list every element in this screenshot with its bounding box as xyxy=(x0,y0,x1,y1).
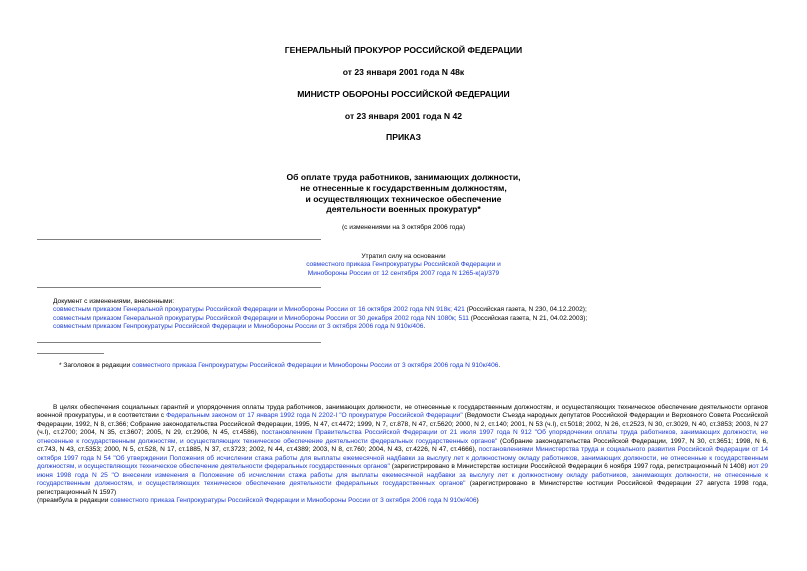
document-type: ПРИКАЗ xyxy=(386,132,421,142)
preamble-text: В целях обеспечения социальных гарантий и упорядочения оплаты труда работников, занимающих должности, не отнесенные к государственным должностям, и осуществляющих техническое обеспечение деятельности органов военной прокуратуры, и в соответствии с xyxy=(37,404,768,420)
invalid-notice-label: Утратил силу на основании xyxy=(361,253,446,260)
invalid-basis-link[interactable]: совместного приказа Генпрокуратуры Российской Федерации и xyxy=(306,261,501,269)
resolution-link[interactable]: постановлением Правительства Российской Федерации от 21 июля 1997 года N 912 "Об упорядочении оплаты труда работников, занимающих должности, не отнесенные к государственным должностям, и осуществляющих техническое обеспечение деятельности федеральных государственных органов" xyxy=(37,429,768,445)
resolution-link[interactable]: постановлениями Министерства труда и социального развития Российской Федерации от 14 октября 1997 года N 54 "Об утверждении Положения об исчислении стажа работы для выплаты ежемесячной надбавки за выслугу лет к должностному окладу работников, занимающих должности, не отнесенные к государственным должностям, и осуществляющих техническое обеспечение деятельности федеральных государственных органов" xyxy=(37,446,768,471)
edition-link[interactable]: совместного приказа Генпрокуратуры Российской Федерации и Минобороны России от 3 октября 2006 года N 910к/406 xyxy=(110,496,477,504)
issuer-1: ГЕНЕРАЛЬНЫЙ ПРОКУРОР РОССИЙСКОЙ ФЕДЕРАЦИИ xyxy=(284,45,523,55)
preamble-text: (Ведомости Съезда народных депутатов Российской Федерации и Верховного Совета Российской Федерации, 1992, N 8, ст.366; Собрание законодательства Российской Федерации, 1995, N 47, ст.4472; 1999, N 7, ст.878, N 47, ст.5620; 2000, N 2, ст.140; 2001, N 53 (ч.I), ст.5018; 2002, N 26, ст.2523, N 30, ст.3029, N 40, ст.3853; 2003, N 27 (ч.I), ст.2700; 2004, N 35, ст.3607; 2005, N 29, ст.2906, N 45, ст.4586), xyxy=(37,412,768,437)
preamble-text: ) xyxy=(476,496,479,504)
revision-note: (с изменениями на 3 октября 2006 года) xyxy=(341,224,466,231)
change-link[interactable]: совместным приказом Генеральной прокуратуры Российской Федерации и Минобороны России от 30 декабря 2002 года NN 1080к; 511 xyxy=(53,314,469,322)
preamble xyxy=(37,404,768,505)
change-link[interactable]: совместным приказом Генпрокуратуры Российской Федерации и Минобороны России от 3 октября 2006 года N 910к/406 xyxy=(53,322,424,330)
document-title xyxy=(0,172,807,215)
change-source: (Российская газета, N 230, 04.12.2002); xyxy=(464,306,587,314)
footnote-text: . xyxy=(498,362,501,369)
issuer-2: МИНИСТР ОБОРОНЫ РОССИЙСКОЙ ФЕДЕРАЦИИ xyxy=(297,89,510,99)
resolution-link[interactable]: от 29 июня 1998 года N 25 "О внесении изменения в Положение об исчислении стажа работы для выплаты ежемесячной надбавки за выслугу лет к должностному окладу работников, занимающих должности, не отнесенные к государственным должностям, и осуществляющих техническое обеспечение деятельности федеральных государственных органов" xyxy=(37,463,768,488)
preamble-text: (преамбула в редакции xyxy=(37,496,111,504)
title-line-1: Об оплате труда работников, занимающих должности, xyxy=(286,172,521,182)
change-item xyxy=(53,306,587,314)
change-link[interactable]: совместным приказом Генеральной прокуратуры Российской Федерации и Минобороны России от 16 октября 2002 года NN 918к; 421 xyxy=(53,306,465,314)
change-item xyxy=(53,315,587,323)
preamble-paragraph xyxy=(37,404,768,497)
title-line-2: не отнесенные к государственным должностям, xyxy=(300,182,507,193)
title-line-4: деятельности военных прокуратур* xyxy=(326,204,481,215)
issuer-1-date: от 23 января 2001 года N 48к xyxy=(342,67,465,77)
change-item xyxy=(53,323,587,331)
separator-line xyxy=(37,239,321,240)
invalid-basis-link[interactable]: Минобороны России от 12 сентября 2007 года N 1265-к(а)/379 xyxy=(307,269,500,277)
change-source: (Российская газета, N 21, 04.02.2003); xyxy=(468,314,588,322)
preamble-edition-note xyxy=(37,497,768,505)
issuer-2-date: от 23 января 2001 года N 42 xyxy=(344,111,463,121)
changes-block xyxy=(53,298,587,331)
invalid-notice xyxy=(0,253,807,278)
law-link[interactable]: Федеральным законом от 17 января 1992 года N 2202-I "О прокуратуре Российской Федерации" xyxy=(166,412,463,420)
change-source: . xyxy=(423,322,426,330)
separator-line xyxy=(37,287,321,288)
preamble-text: (Собрание законодательства Российской Федерации, 1997, N 30, ст.3651; 1998, N 6, ст.743, N 43, ст.5353; 2000, N 5, ст.528, N 17, ст.1885, N 37, ст.3723; 2002, N 44, ст.4389; 2003, N 8, ст.760; 2004, N 43, ст.4226, N 47, ст.4666), xyxy=(37,437,768,454)
changes-intro: Документ с изменениями, внесенными: xyxy=(53,298,175,305)
preamble-text: (зарегистрировано в Министерстве юстиции Российской Федерации 6 ноября 1997 года, регистрационный N 1408) и xyxy=(389,463,753,471)
separator-line xyxy=(37,342,321,343)
footnote-text: * Заголовок в редакции xyxy=(59,362,133,369)
footnote-separator xyxy=(37,353,104,354)
preamble-text: (зарегистрировано в Министерстве юстиции Российской Федерации 27 августа 1998 года, регистрационный N 1597) xyxy=(37,480,768,496)
footnote xyxy=(59,362,500,370)
footnote-link[interactable]: совместного приказа Генпрокуратуры Российской Федерации и Минобороны России от 3 октября 2006 года N 910к/406 xyxy=(132,362,499,369)
title-line-3: и осуществляющих техническое обеспечение xyxy=(305,193,502,204)
